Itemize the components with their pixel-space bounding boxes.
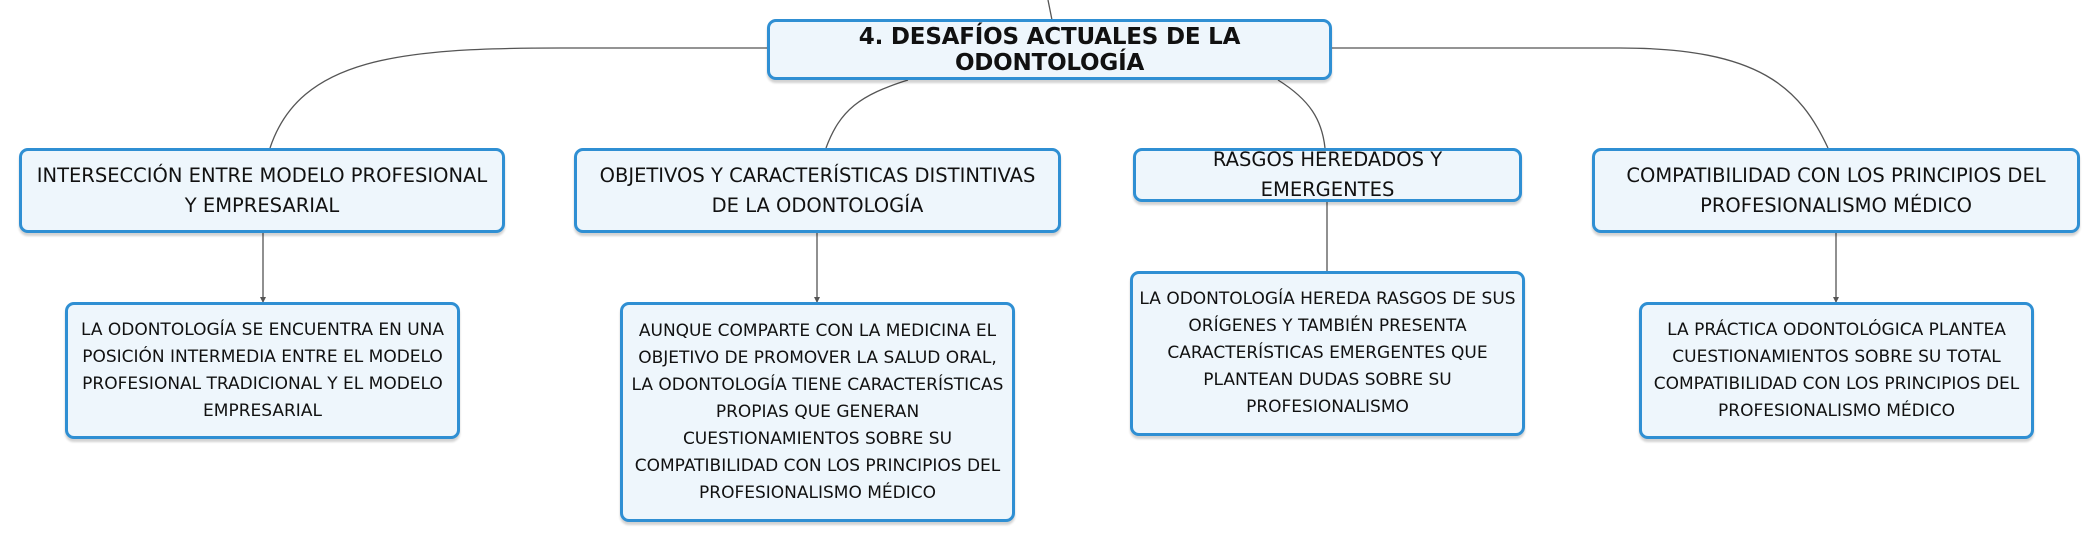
detail-topic-text: AUNQUE COMPARTE CON LA MEDICINA EL OBJETIVO DE PROMOVER LA SALUD ORAL, LA ODONTOLOGÍA TIENE CARACTERÍSTICAS PROPIAS QUE GENERAN CUESTIONAMIENTOS SOBRE SU COMPATIBILIDAD CON LOS PRINCIPIOS DEL PROFESIONALISMO MÉDICO: [631, 320, 1004, 503]
root-topic-label: 4. DESAFÍOS ACTUALES DE LA ODONTOLOGÍA: [858, 23, 1241, 76]
branch-topic-intersection[interactable]: [19, 148, 505, 233]
branch-topic-label: RASGOS HEREDADOS Y EMERGENTES: [1212, 148, 1443, 201]
detail-topic-text: LA ODONTOLOGÍA HEREDA RASGOS DE SUS ORÍGENES Y TAMBIÉN PRESENTA CARACTERÍSTICAS EMERGENTES QUE PLANTEAN DUDAS SOBRE SU PROFESIONALISMO: [1139, 289, 1516, 417]
branch-topic-traits[interactable]: [1133, 148, 1522, 202]
detail-topic-objectives[interactable]: [620, 302, 1015, 522]
link-to-parent: [1048, 0, 1052, 20]
link-root-branch-1: [270, 48, 768, 148]
branch-topic-label: COMPATIBILIDAD CON LOS PRINCIPIOS DEL PROFESIONALISMO MÉDICO: [1626, 163, 2046, 217]
link-root-branch-2: [826, 80, 908, 148]
branch-topic-label: OBJETIVOS Y CARACTERÍSTICAS DISTINTIVAS DE LA ODONTOLOGÍA: [599, 163, 1036, 217]
detail-topic-intersection[interactable]: [65, 302, 460, 439]
detail-topic-text: LA PRÁCTICA ODONTOLÓGICA PLANTEA CUESTIONAMIENTOS SOBRE SU TOTAL COMPATIBILIDAD CON LOS PRINCIPIOS DEL PROFESIONALISMO MÉDICO: [1653, 319, 2020, 421]
link-root-branch-3: [1278, 80, 1325, 148]
branch-topic-label: INTERSECCIÓN ENTRE MODELO PROFESIONAL Y EMPRESARIAL: [36, 163, 488, 217]
branch-topic-objectives[interactable]: [574, 148, 1061, 233]
root-topic[interactable]: [767, 19, 1332, 80]
link-root-branch-4: [1332, 48, 1828, 148]
branch-topic-compatibility[interactable]: [1592, 148, 2080, 233]
detail-topic-compatibility[interactable]: [1639, 302, 2034, 439]
detail-topic-text: LA ODONTOLOGÍA SE ENCUENTRA EN UNA POSICIÓN INTERMEDIA ENTRE EL MODELO PROFESIONAL TRADICIONAL Y EL MODELO EMPRESARIAL: [80, 319, 445, 421]
detail-topic-traits[interactable]: [1130, 271, 1525, 436]
